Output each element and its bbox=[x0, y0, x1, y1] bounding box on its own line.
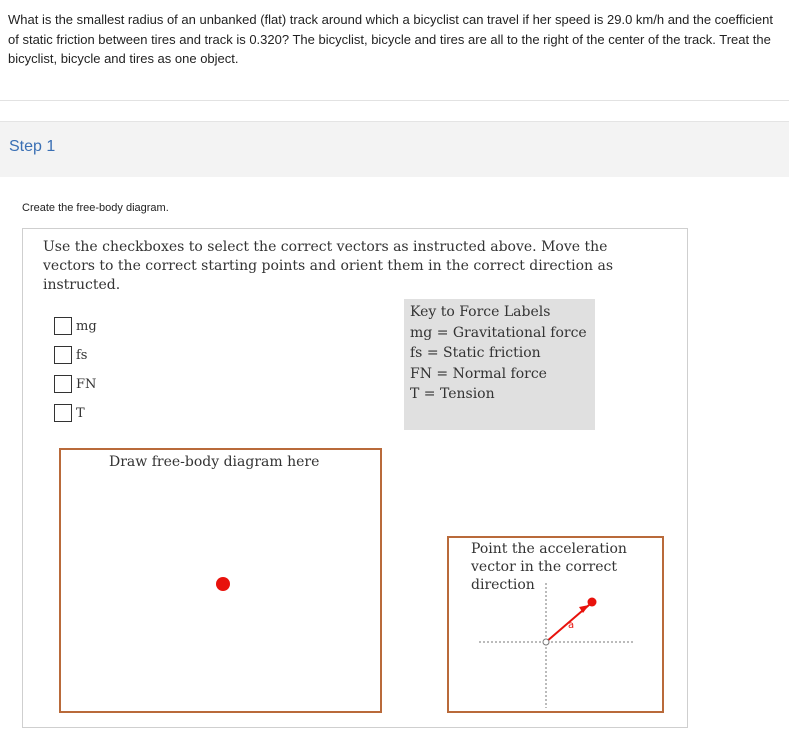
question-text: What is the smallest radius of an unbanked (flat) track around which a bicyclist can travel if her speed is 29.0 km/h and the coefficient of static friction between tires and track is 0.320? The bicyclist, bicycle and tires are all to the right of the center of the track. Treat the bicyclist, bicycle and tires as one object. bbox=[8, 12, 773, 66]
step-title: Step 1 bbox=[9, 138, 56, 155]
checkbox-row-t[interactable] bbox=[54, 404, 85, 422]
checkbox-row-fs[interactable] bbox=[54, 346, 87, 364]
vector-origin bbox=[543, 639, 549, 645]
checkbox-fn[interactable] bbox=[54, 375, 72, 393]
fbd-panel bbox=[22, 228, 688, 728]
checkbox-label-fs: fs bbox=[76, 347, 88, 363]
checkbox-fs[interactable] bbox=[54, 346, 72, 364]
force-key-item: FN = Normal force bbox=[410, 365, 547, 382]
vector-handle[interactable] bbox=[588, 598, 597, 607]
panel-instructions: Use the checkboxes to select the correct vectors as instructed above. Move the vectors to the correct starting points and orient them in the correct direction as instructed. bbox=[43, 239, 614, 293]
acceleration-area[interactable] bbox=[447, 536, 664, 713]
object-dot[interactable] bbox=[216, 577, 230, 591]
checkbox-t[interactable] bbox=[54, 404, 72, 422]
force-key bbox=[404, 299, 595, 430]
force-key-item: fs = Static friction bbox=[410, 345, 541, 361]
force-key-item: mg = Gravitational force bbox=[410, 324, 587, 341]
force-key-title: Key to Force Labels bbox=[410, 304, 551, 320]
acceleration-instructions: Point the acceleration vector in the correct direction bbox=[471, 541, 627, 593]
acceleration-widget bbox=[449, 538, 662, 711]
checkbox-label-mg: mg bbox=[76, 318, 97, 334]
checkbox-row-fn[interactable] bbox=[54, 375, 96, 393]
step-header bbox=[0, 121, 789, 177]
divider bbox=[0, 100, 789, 101]
draw-area-label: Draw free-body diagram here bbox=[109, 454, 320, 470]
step-instruction: Create the free-body diagram. bbox=[22, 202, 169, 214]
force-key-item: T = Tension bbox=[410, 386, 495, 402]
checkbox-row-mg[interactable] bbox=[54, 317, 97, 335]
checkbox-mg[interactable] bbox=[54, 317, 72, 335]
checkbox-label-fn: FN bbox=[76, 376, 97, 392]
acceleration-label: a bbox=[568, 620, 575, 631]
checkbox-label-t: T bbox=[76, 405, 85, 421]
fbd-draw-area[interactable] bbox=[59, 448, 382, 713]
